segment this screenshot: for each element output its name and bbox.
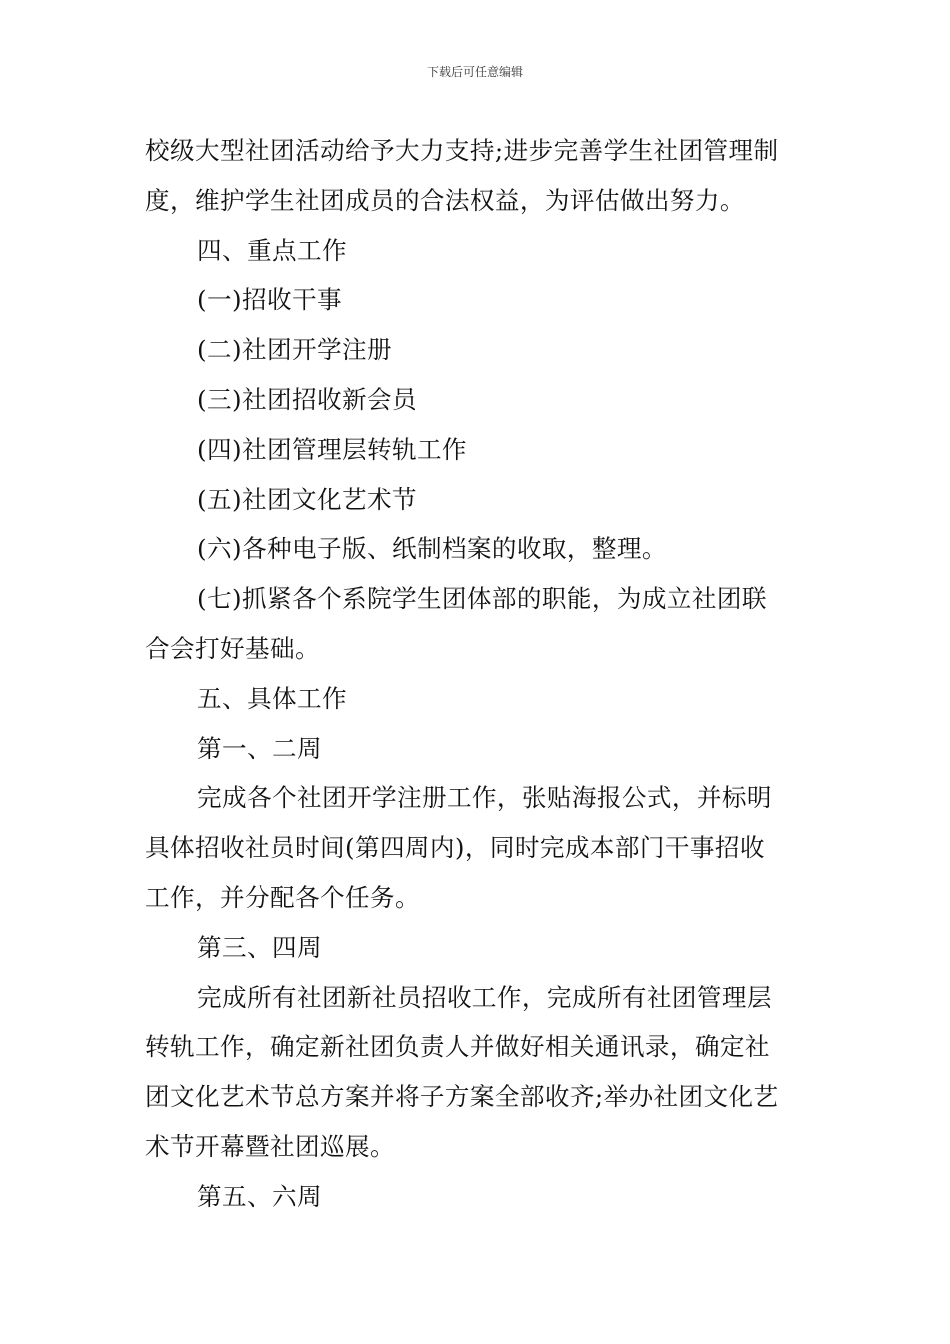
list-item bbox=[145, 275, 810, 325]
text-line: 转轨工作，确定新社团负责人并做好相关通讯录，确定社 bbox=[145, 1032, 770, 1062]
list-item bbox=[145, 375, 810, 425]
text-line: 术节开幕暨社团巡展。 bbox=[145, 1131, 395, 1161]
text-line: 五、具体工作 bbox=[197, 683, 347, 713]
paragraph bbox=[145, 973, 810, 1172]
text-line: 第三、四周 bbox=[197, 932, 322, 962]
text-line: (三)社团招收新会员 bbox=[197, 384, 417, 414]
text-line: 第五、六周 bbox=[197, 1181, 322, 1211]
document-body bbox=[145, 126, 810, 1222]
paragraph bbox=[145, 773, 810, 922]
text-line: (一)招收干事 bbox=[197, 285, 342, 315]
week-heading bbox=[145, 923, 810, 973]
page-header: 下载后可任意编辑 bbox=[426, 65, 523, 79]
week-heading bbox=[145, 724, 810, 774]
text-line: 四、重点工作 bbox=[197, 235, 347, 265]
text-line: (四)社团管理层转轨工作 bbox=[197, 434, 467, 464]
text-line: 工作，并分配各个任务。 bbox=[145, 882, 420, 912]
text-line: (二)社团开学注册 bbox=[197, 335, 392, 365]
text-line: 具体招收社员时间(第四周内)，同时完成本部门干事招收 bbox=[145, 833, 765, 863]
text-line: 合会打好基础。 bbox=[145, 633, 320, 663]
text-line: 度，维护学生社团成员的合法权益，为评估做出努力。 bbox=[145, 185, 745, 215]
list-item bbox=[145, 325, 810, 375]
text-line: (六)各种电子版、纸制档案的收取，整理。 bbox=[197, 534, 667, 564]
text-line: (五)社团文化艺术节 bbox=[197, 484, 417, 514]
list-item bbox=[145, 425, 810, 475]
list-item bbox=[145, 475, 810, 525]
text-line: (七)抓紧各个系院学生团体部的职能，为成立社团联 bbox=[197, 584, 767, 614]
text-line: 校级大型社团活动给予大力支持;进步完善学生社团管理制 bbox=[145, 136, 779, 165]
text-line: 完成所有社团新社员招收工作，完成所有社团管理层 bbox=[197, 982, 772, 1012]
text-line: 团文化艺术节总方案并将子方案全部收齐;举办社团文化艺 bbox=[145, 1082, 779, 1112]
list-item bbox=[145, 524, 810, 574]
text-line: 完成各个社团开学注册工作，张贴海报公式，并标明 bbox=[197, 783, 772, 813]
section-heading bbox=[145, 226, 810, 276]
text-line: 第一、二周 bbox=[197, 733, 322, 763]
paragraph bbox=[145, 126, 810, 226]
week-heading bbox=[145, 1172, 810, 1222]
section-heading bbox=[145, 674, 810, 724]
list-item bbox=[145, 574, 810, 674]
